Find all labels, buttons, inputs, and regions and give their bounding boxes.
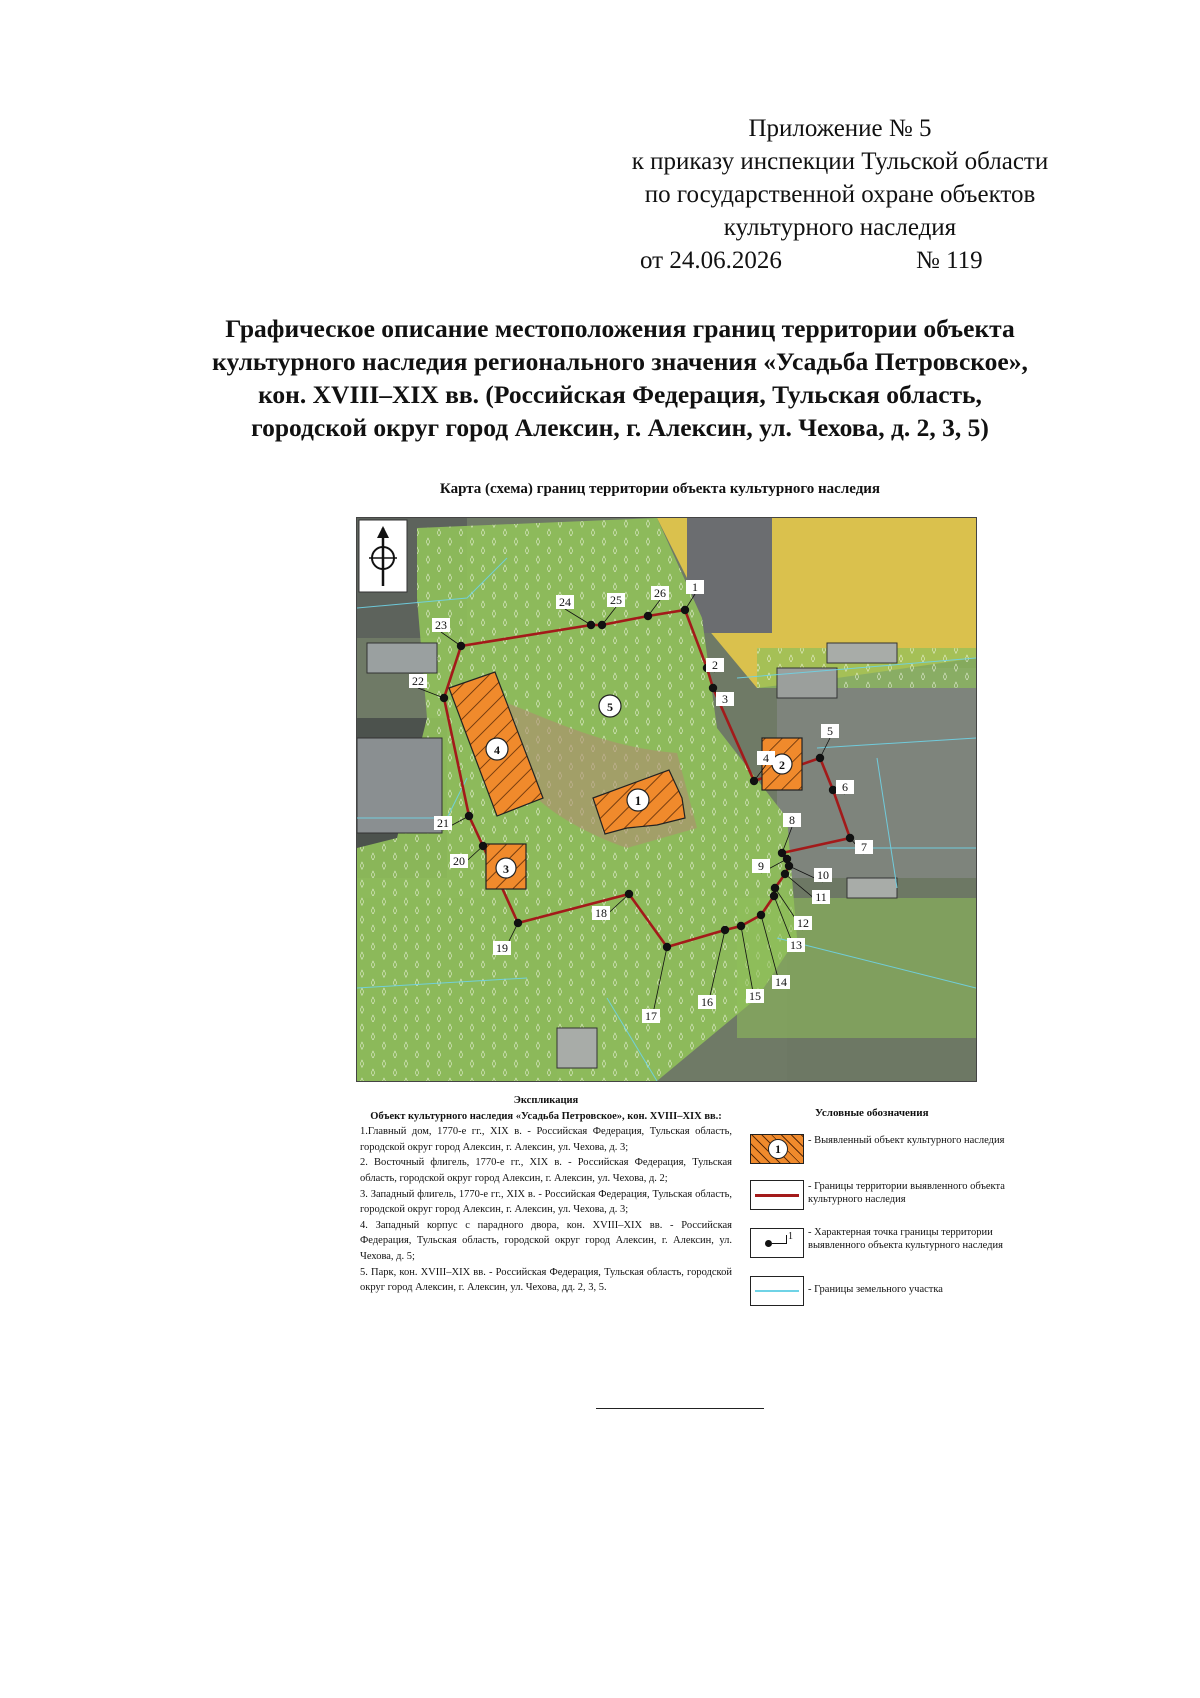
title-line-3: кон. XVIII–XIX вв. (Российская Федерация, Тульская область, [258, 380, 982, 409]
order-date: от 24.06.2026 [640, 247, 782, 274]
explication-item: 1.Главный дом, 1770-е гг., XIX в. - Российская Федерация, Тульская область, городской округ город Алексин, г. Алексин, ул. Чехова, д. 3; [360, 1126, 732, 1153]
boundary-point-label: 18 [595, 906, 607, 920]
boundary-point-label: 14 [775, 975, 787, 989]
appendix-line-4: культурного наследия [723, 214, 957, 241]
explication-subheading: Объект культурного наследия «Усадьба Петровское», кон. XVIII–XIX вв.: [370, 1110, 722, 1122]
appendix-line-2: к приказу инспекции Тульской области [631, 148, 1049, 175]
boundary-point-label: 23 [435, 618, 447, 632]
boundary-point-label: 6 [842, 780, 848, 794]
object-5-park [599, 695, 621, 717]
order-number: № 119 [916, 247, 983, 274]
boundary-point-label: 19 [496, 941, 508, 955]
boundary-point-label: 9 [758, 859, 764, 873]
legend-boundary-symbol [750, 1180, 804, 1210]
boundary-point-label: 12 [797, 916, 809, 930]
boundary-point-label: 26 [654, 586, 666, 600]
boundary-point-label: 24 [559, 595, 571, 609]
title-line-2: культурного наследия регионального значения «Усадьба Петровское», [212, 347, 1028, 376]
object-1-label: 1 [634, 793, 642, 808]
boundary-point-label: 4 [763, 751, 769, 765]
boundary-point-label: 22 [412, 674, 424, 688]
boundary-point-label: 7 [861, 840, 867, 854]
legend-point-text: - Характерная точка границы территории выявленного объекта культурного наследия [808, 1227, 1003, 1251]
explication [360, 1093, 732, 1296]
legend-object-symbol [750, 1134, 804, 1164]
title-line-4: городской округ город Алексин, г. Алексин, ул. Чехова, д. 2, 3, 5) [251, 413, 989, 442]
legend-object-text: - Выявленный объект культурного наследия [808, 1135, 1005, 1146]
boundary-point-label: 5 [827, 724, 833, 738]
boundary-point-label: 1 [692, 580, 698, 594]
legend-parcel-symbol [750, 1276, 804, 1306]
legend [745, 1090, 1015, 1320]
explication-item: 3. Западный флигель, 1770-е гг., XIX в. - Российская Федерация, Тульская область, городской округ город Алексин, г. Алексин, ул. Чехова, д. 3; [360, 1188, 732, 1216]
title-line-1: Графическое описание местоположения границ территории объекта [225, 314, 1015, 343]
legend-parcel-text: - Границы земельного участка [808, 1284, 943, 1295]
map-svg [357, 518, 976, 1081]
object-5-label: 5 [607, 700, 613, 714]
boundary-point-label: 15 [749, 989, 761, 1003]
boundary-point-label: 20 [453, 854, 465, 868]
object-2-label: 2 [779, 758, 785, 772]
neighbor-house [367, 643, 437, 673]
explication-heading: Экспликация [513, 1095, 579, 1106]
boundary-point-label: 8 [789, 813, 795, 827]
object-3-west-wing [486, 844, 526, 889]
document-title [150, 312, 1090, 444]
legend-object-number: 1 [768, 1139, 788, 1159]
north-arrow-icon [359, 520, 407, 592]
footer-rule [596, 1408, 764, 1409]
boundary-point-label: 25 [610, 593, 622, 607]
appendix-header [560, 112, 1120, 277]
boundary-point-label: 21 [437, 816, 449, 830]
explication-item: 2. Восточный флигель, 1770-е гг., XIX в. - Российская Федерация, Тульская область, городской округ город Алексин, г. Алексин, ул. Чехова, д. 2; [360, 1157, 732, 1184]
object-3-label: 3 [503, 862, 509, 876]
boundary-point-label: 3 [722, 692, 728, 706]
explication-item: 4. Западный корпус с парадного двора, кон. XVIII–XIX вв. - Российская Федерация, Тульская область, городской округ город Алексин, г. Алексин, ул. Чехова, д. 5; [360, 1219, 732, 1262]
map-caption: Карта (схема) границ территории объекта культурного наследия [439, 481, 881, 497]
legend-point-number: 1 [788, 1231, 793, 1242]
boundary-point-label: 13 [790, 938, 802, 952]
boundary-point-label: 10 [817, 868, 829, 882]
legend-boundary-text: - Границы территории выявленного объекта культурного наследия [808, 1181, 1005, 1205]
boundary-point-label: 2 [712, 658, 718, 672]
object-4-label: 4 [494, 743, 500, 757]
boundary-point-label: 11 [815, 890, 827, 904]
appendix-line-1: Приложение № 5 [748, 115, 932, 142]
explication-item: 5. Парк, кон. XVIII–XIX вв. - Российская Федерация, Тульская область, городской округ город Алексин, г. Алексин, ул. Чехова, дд. 2, 3, 5. [360, 1266, 732, 1294]
boundary-point-label: 16 [701, 995, 713, 1009]
legend-point-symbol [750, 1228, 804, 1258]
appendix-date-line [560, 244, 1120, 277]
appendix-line-3: по государственной охране объектов [644, 181, 1036, 208]
boundary-point-label: 17 [645, 1009, 657, 1023]
legend-title: Условные обозначения [815, 1107, 929, 1119]
map-panel [356, 517, 977, 1082]
